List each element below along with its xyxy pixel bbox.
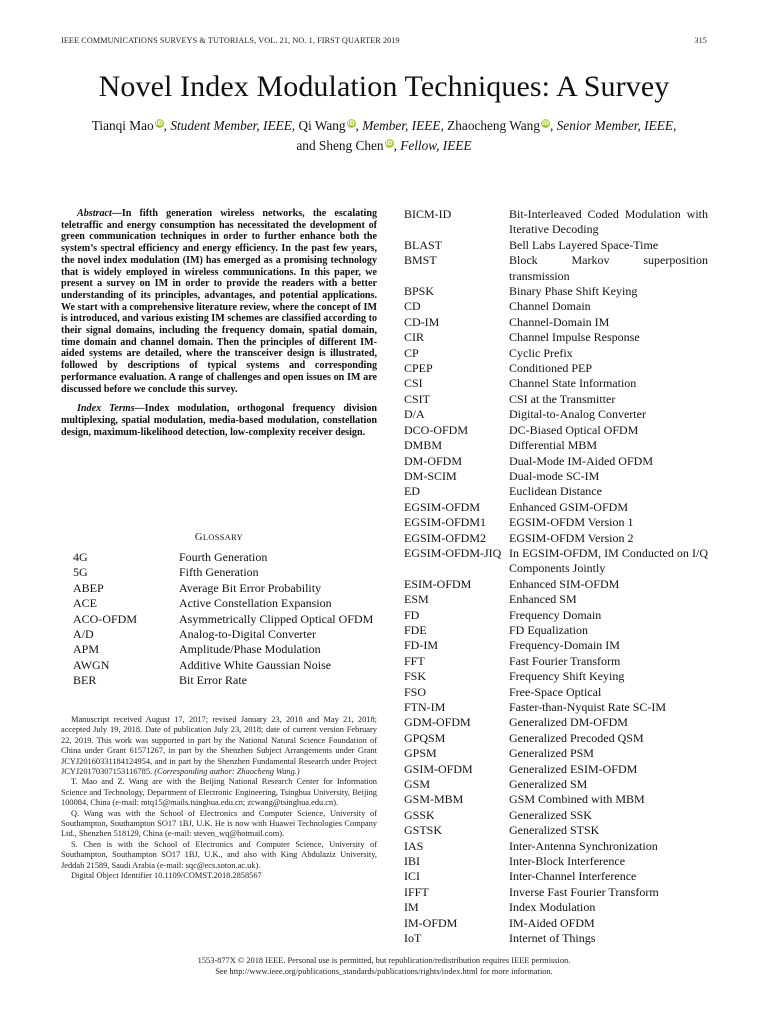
glossary-entry: [404, 669, 708, 684]
glossary-abbreviation: DCO-OFDM: [404, 422, 469, 437]
page-number: 315: [694, 36, 707, 45]
glossary-entry: [73, 658, 377, 673]
glossary-entry: [73, 565, 377, 580]
glossary-definition: Enhanced SM: [509, 592, 577, 607]
glossary-definition: Channel State Information: [509, 376, 637, 391]
glossary-abbreviation: CSIT: [404, 391, 431, 406]
glossary-entry: [404, 869, 708, 884]
glossary-entry: [404, 700, 708, 715]
glossary-abbreviation: IM-OFDM: [404, 915, 458, 930]
glossary-definition: Euclidean Distance: [509, 484, 602, 499]
journal-line: IEEE COMMUNICATIONS SURVEYS & TUTORIALS, VOL. 21, NO. 1, FIRST QUARTER 2019: [61, 36, 400, 45]
glossary-abbreviation: BER: [73, 673, 97, 688]
glossary-abbreviation: AWGN: [73, 657, 110, 672]
glossary-entry: [404, 839, 708, 854]
glossary-definition: Dual-mode SC-IM: [509, 468, 600, 483]
glossary-abbreviation: BMST: [404, 253, 437, 268]
glossary-entry: [73, 596, 377, 611]
glossary-entry: [404, 469, 708, 484]
glossary-abbreviation: ESIM-OFDM: [404, 576, 472, 591]
orcid-icon[interactable]: iD: [347, 120, 355, 127]
glossary-abbreviation: FD-IM: [404, 638, 439, 653]
author-role: Fellow, IEEE: [400, 138, 472, 153]
glossary-definition: In EGSIM-OFDM, IM Conducted on I/Q Components Jointly: [509, 545, 708, 576]
glossary-entry: [404, 207, 708, 238]
copyright-notice: [0, 955, 768, 977]
glossary-entry: [404, 623, 708, 638]
glossary-entry: [404, 376, 708, 391]
glossary-abbreviation: IFFT: [404, 884, 429, 899]
glossary-entry: [404, 854, 708, 869]
glossary-definition: IM-Aided OFDM: [509, 915, 595, 930]
glossary-definition: DC-Biased Optical OFDM: [509, 422, 639, 437]
index-terms-label: Index Terms: [77, 403, 135, 415]
glossary-abbreviation: GPQSM: [404, 730, 446, 745]
glossary-definition: Frequency Shift Keying: [509, 669, 625, 684]
glossary-entry: [404, 792, 708, 807]
author-list: Tianqi Mao iD, Student Member, IEEE, Qi Wang iD, Member, IEEE, Zhaocheng Wang iD, Senior Member, IEEE, and Sheng Chen iD, Fellow, IEEE: [91, 118, 677, 153]
glossary-definition: Cyclic Prefix: [509, 345, 573, 360]
glossary-definition: Generalized Precoded QSM: [509, 730, 644, 745]
glossary-entry: [404, 546, 708, 577]
glossary-entry: [404, 931, 708, 946]
glossary-definition: Dual-Mode IM-Aided OFDM: [509, 453, 653, 468]
glossary-abbreviation: D/A: [404, 407, 425, 422]
glossary-entry: [73, 673, 377, 688]
glossary-definition: Generalized DM-OFDM: [509, 715, 628, 730]
glossary-abbreviation: EGSIM-OFDM: [404, 499, 481, 514]
orcid-icon[interactable]: iD: [155, 120, 163, 127]
affiliation-note: T. Mao and Z. Wang are with the Beijing National Research Center for Information Science and Technology, Department of Electronic Engineering, Tsinghua University, Beijing 100084, China (e-mail: mtq15@mails.tsinghua.edu.cn; zcwang@tsinghua.edu.cn).: [61, 777, 377, 808]
glossary-heading-first: G: [194, 532, 203, 543]
glossary-abbreviation: BICM-ID: [404, 207, 452, 221]
glossary-heading-rest: LOSSARY: [202, 533, 244, 542]
glossary-entry: [73, 627, 377, 642]
glossary-abbreviation: CPEP: [404, 361, 433, 376]
glossary-definition: Bell Labs Layered Space-Time: [509, 237, 659, 252]
orcid-icon[interactable]: iD: [385, 140, 393, 147]
glossary-definition: Enhanced GSIM-OFDM: [509, 499, 628, 514]
glossary-abbreviation: APM: [73, 642, 100, 657]
glossary-abbreviation: GDM-OFDM: [404, 715, 471, 730]
glossary-definition: Generalized ESIM-OFDM: [509, 761, 638, 776]
glossary-abbreviation: ESM: [404, 592, 429, 607]
glossary-abbreviation: CP: [404, 345, 419, 360]
glossary-entry: [73, 612, 377, 627]
glossary-definition: EGSIM-OFDM Version 2: [509, 530, 634, 545]
glossary-entry: [404, 330, 708, 345]
glossary-entry: [73, 642, 377, 657]
glossary-entry: [404, 916, 708, 931]
glossary-abbreviation: BLAST: [404, 237, 443, 252]
glossary-definition: Conditioned PEP: [509, 361, 593, 376]
glossary-abbreviation: CIR: [404, 330, 425, 345]
glossary-entry: [404, 299, 708, 314]
glossary-abbreviation: DMBM: [404, 438, 443, 453]
glossary-entry: [73, 581, 377, 596]
glossary-entry: [404, 407, 708, 422]
paper-title: Novel Index Modulation Techniques: A Survey: [98, 70, 670, 103]
glossary-abbreviation: A/D: [73, 627, 94, 642]
glossary-entry: [404, 238, 708, 253]
glossary-entry: [404, 608, 708, 623]
authors-conjunction: and: [296, 138, 316, 153]
glossary-left-list: [73, 550, 377, 689]
glossary-abbreviation: CD: [404, 299, 421, 314]
glossary-abbreviation: 4G: [73, 550, 88, 564]
glossary-definition: Fast Fourier Transform: [509, 653, 621, 668]
glossary-definition: Block Markov superposition transmission: [509, 253, 708, 283]
glossary-definition: Analog-to-Digital Converter: [179, 627, 316, 642]
glossary-abbreviation: GSIM-OFDM: [404, 761, 473, 776]
glossary-abbreviation: CD-IM: [404, 314, 440, 329]
glossary-entry: [404, 315, 708, 330]
glossary-definition: Enhanced SIM-OFDM: [509, 576, 620, 591]
index-terms: [61, 403, 377, 438]
glossary-entry: [404, 762, 708, 777]
glossary-abbreviation: FTN-IM: [404, 700, 446, 714]
glossary-abbreviation: ABEP: [73, 580, 104, 595]
glossary-abbreviation: FDE: [404, 622, 427, 637]
glossary-abbreviation: EGSIM-OFDM1: [404, 515, 487, 530]
glossary-entry: [404, 346, 708, 361]
author-role: Student Member, IEEE,: [170, 118, 296, 133]
author-role: Senior Member, IEEE,: [556, 118, 677, 133]
glossary-definition: Frequency-Domain IM: [509, 638, 620, 653]
glossary-definition: Generalized SSK: [509, 807, 592, 822]
corresponding-author: (Corresponding author: Zhaocheng Wang.): [154, 767, 300, 777]
glossary-entry: [404, 777, 708, 792]
glossary-entry: [404, 500, 708, 515]
glossary-entry: [404, 592, 708, 607]
glossary-entry: [404, 715, 708, 730]
author-name: Sheng Chen: [318, 138, 384, 153]
glossary-entry: [404, 746, 708, 761]
author-name: Qi Wang: [298, 118, 346, 133]
glossary-entry: [404, 638, 708, 653]
copyright-line: 1553-877X © 2018 IEEE. Personal use is permitted, but republication/redistribution requires IEEE permission.: [197, 956, 571, 965]
abstract-text: —In fifth generation wireless networks, the escalating teletraffic and energy consumption has necessitated the development of green communication techniques in order to further enhance both the system’s spectral efficiency and energy efficiency. In the past few years, the novel index modulation (IM) has emerged as a promising technology that is widely employed in wireless communications. In this paper, we present a survey on IM in order to provide the readers with a better understanding of its principles, advantages, and potential applications. We start with a comprehensive literature review, where the concept of IM is introduced, and various existing IM schemes are classified according to their signal domains, including the frequency domain, spatial domain, time domain and channel domain. Then the principles of different IM-aided systems are detailed, where the transceiver design is illustrated, followed by descriptions of typical systems and corresponding performance evaluation. A range of challenges and open issues on IM are discussed before we conclude this survey.: [61, 208, 378, 395]
glossary-entry: [404, 731, 708, 746]
copyright-line: See http://www.ieee.org/publications_standards/publications/rights/index.html for more information.: [215, 967, 553, 976]
glossary-entry: [73, 550, 377, 565]
glossary-definition: Bit-Interleaved Coded Modulation with Iterative Decoding: [509, 207, 708, 237]
glossary-abbreviation: CSI: [404, 376, 423, 391]
glossary-definition: Channel Impulse Response: [509, 330, 640, 345]
orcid-icon[interactable]: iD: [541, 120, 549, 127]
glossary-definition: Inter-Block Interference: [509, 854, 626, 869]
glossary-abbreviation: ACE: [73, 596, 97, 611]
glossary-definition: Binary Phase Shift Keying: [509, 284, 638, 299]
glossary-abbreviation: 5G: [73, 565, 88, 580]
glossary-entry: [404, 577, 708, 592]
glossary-definition: Generalized SM: [509, 777, 588, 792]
glossary-abbreviation: EGSIM-OFDM2: [404, 530, 487, 545]
glossary-abbreviation: GSM: [404, 777, 431, 792]
glossary-entry: [404, 454, 708, 469]
glossary-entry: [404, 531, 708, 546]
glossary-entry: [404, 438, 708, 453]
glossary-entry: [404, 423, 708, 438]
glossary-abbreviation: ACO-OFDM: [73, 611, 138, 626]
glossary-entry: [404, 654, 708, 669]
glossary-definition: GSM Combined with MBM: [509, 792, 645, 807]
glossary-definition: Fifth Generation: [179, 565, 259, 580]
glossary-entry: [404, 253, 708, 284]
glossary-abbreviation: FSK: [404, 669, 427, 684]
glossary-definition: Free-Space Optical: [509, 684, 602, 699]
manuscript-text: Manuscript received August 17, 2017; revised January 23, 2018 and May 21, 2018; accepted July 19, 2018. Date of publication July 23, 2018; date of current version February 22, 2019. This work was supported in part by the National Natural Science Foundation of China under Grant 61571267, in part by the Shenzhen Subject Arrangements under Grant JCYJ20160331184124954, and in part by the Shenzhen Fundamental Research under Project JCYJ20170307153116785.: [61, 715, 377, 777]
footnotes: [61, 715, 377, 882]
glossary-definition: Additive White Gaussian Noise: [179, 657, 332, 672]
glossary-entry: [404, 900, 708, 915]
left-column: [61, 208, 377, 438]
glossary-definition: CSI at the Transmitter: [509, 391, 616, 406]
author-role: Member, IEEE,: [362, 118, 444, 133]
glossary-abbreviation: FSO: [404, 684, 427, 699]
glossary-abbreviation: DM-OFDM: [404, 453, 463, 468]
glossary-abbreviation: DM-SCIM: [404, 468, 457, 483]
glossary-entry: [404, 808, 708, 823]
glossary-entry: [404, 885, 708, 900]
glossary-definition: Faster-than-Nyquist Rate SC-IM: [509, 700, 667, 714]
glossary-definition: Fourth Generation: [179, 550, 268, 564]
glossary-abbreviation: IoT: [404, 931, 422, 946]
glossary-definition: Inter-Channel Interference: [509, 869, 637, 884]
abstract: [61, 208, 377, 395]
glossary-definition: Generalized STSK: [509, 823, 600, 838]
glossary-definition: Channel-Domain IM: [509, 314, 610, 329]
glossary-abbreviation: IBI: [404, 854, 420, 869]
glossary-definition: Differential MBM: [509, 438, 598, 453]
glossary-entry: [404, 361, 708, 376]
glossary-entry: [404, 823, 708, 838]
glossary-definition: Average Bit Error Probability: [179, 580, 322, 595]
glossary-definition: EGSIM-OFDM Version 1: [509, 515, 634, 530]
glossary-abbreviation: BPSK: [404, 284, 435, 299]
glossary-definition: Index Modulation: [509, 900, 596, 915]
author-name: Zhaocheng Wang: [447, 118, 540, 133]
glossary-entry: [404, 392, 708, 407]
glossary-definition: Asymmetrically Clipped Optical OFDM: [179, 611, 374, 626]
glossary-abbreviation: EGSIM-OFDM-JIQ: [404, 545, 502, 560]
glossary-abbreviation: GPSM: [404, 746, 437, 761]
glossary-abbreviation: GSM-MBM: [404, 792, 464, 807]
glossary-definition: Inverse Fast Fourier Transform: [509, 884, 659, 899]
glossary-right-list: [404, 207, 708, 947]
glossary-definition: Active Constellation Expansion: [179, 596, 332, 611]
glossary-abbreviation: IM: [404, 900, 419, 915]
glossary-entry: [404, 484, 708, 499]
glossary-abbreviation: ED: [404, 484, 420, 499]
doi-line: Digital Object Identifier 10.1109/COMST.2018.2858567: [71, 871, 262, 881]
glossary-definition: Frequency Domain: [509, 607, 602, 622]
glossary-definition: Amplitude/Phase Modulation: [179, 642, 321, 657]
glossary-definition: Inter-Antenna Synchronization: [509, 838, 658, 853]
author-name: Tianqi Mao: [91, 118, 154, 133]
glossary-entry: [404, 284, 708, 299]
glossary-abbreviation: ICI: [404, 869, 420, 884]
glossary-abbreviation: GSSK: [404, 807, 435, 822]
manuscript-note: [61, 715, 377, 777]
glossary-abbreviation: FD: [404, 607, 420, 622]
glossary-entry: [404, 685, 708, 700]
affiliation-note: Q. Wang was with the School of Electronics and Computer Science, University of Southampton, Southampton SO17 1BJ, U.K. He is now with Huawei Technologies Company Ltd., Shenzhen 518129, China (e-mail: steven_wq@hotmail.com).: [61, 808, 377, 839]
affiliation-note: S. Chen is with the School of Electronics and Computer Science, University of Southampton, Southampton SO17 1BJ, U.K., and also with King Abdulaziz University, Jeddah 21589, Saudi Arabia (e-mail: sqc@ecs.soton.ac.uk).: [61, 839, 377, 870]
glossary-entry: [404, 515, 708, 530]
abstract-label: Abstract: [77, 208, 112, 219]
index-terms-text: —Index modulation, orthogonal frequency division multiplexing, spatial modulation, media-based modulation, constellation design, maximum-likelihood detection, low-complexity receiver design.: [61, 403, 377, 438]
glossary-definition: Internet of Things: [509, 931, 596, 946]
glossary-abbreviation: GSTSK: [404, 823, 443, 838]
glossary-heading: [61, 532, 377, 543]
glossary-definition: Generalized PSM: [509, 746, 594, 761]
glossary-abbreviation: IAS: [404, 838, 424, 853]
glossary-abbreviation: FFT: [404, 653, 425, 668]
glossary-definition: Bit Error Rate: [179, 673, 247, 688]
glossary-definition: Channel Domain: [509, 299, 591, 314]
glossary-definition: Digital-to-Analog Converter: [509, 407, 646, 422]
glossary-definition: FD Equalization: [509, 622, 588, 637]
